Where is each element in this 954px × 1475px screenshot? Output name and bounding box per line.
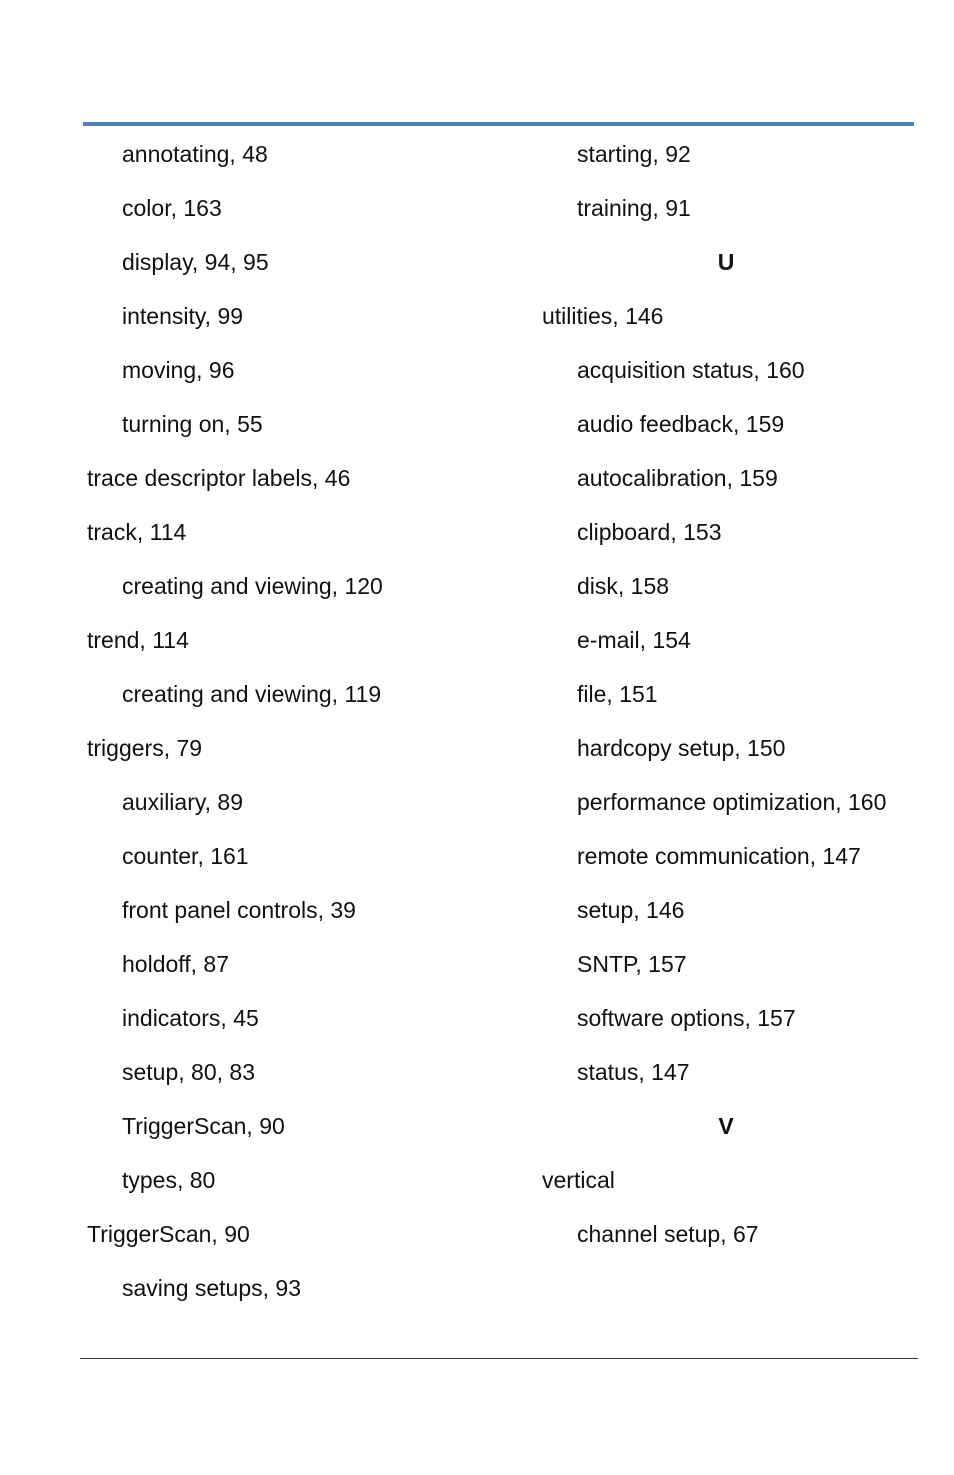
index-subentry: acquisition status, 160	[577, 357, 805, 383]
index-subentry: setup, 146	[577, 897, 685, 923]
index-subentry: performance optimization, 160	[577, 789, 887, 815]
index-subentry: types, 80	[122, 1167, 216, 1193]
index-subentry: e-mail, 154	[577, 627, 691, 653]
index-subentry: status, 147	[577, 1059, 690, 1085]
index-subentry: holdoff, 87	[122, 951, 230, 977]
index-subentry: color, 163	[122, 195, 222, 221]
index-entry: utilities, 146	[542, 303, 664, 329]
right-top-entries	[542, 138, 902, 224]
index-subentry: file, 151	[577, 681, 658, 707]
index-subentry: software options, 157	[577, 1005, 796, 1031]
index-subentry: saving setups, 93	[122, 1275, 302, 1301]
index-subentry: creating and viewing, 120	[122, 573, 383, 599]
index-subentry: training, 91	[577, 195, 691, 221]
index-subentry: autocalibration, 159	[577, 465, 778, 491]
index-subentry: setup, 80, 83	[122, 1059, 255, 1085]
index-entry: TriggerScan, 90	[87, 1221, 250, 1247]
index-entry: trend, 114	[87, 627, 189, 653]
index-subentry: hardcopy setup, 150	[577, 735, 786, 761]
index-subentry: audio feedback, 159	[577, 411, 785, 437]
footer-rule	[80, 1358, 918, 1359]
index-subentry: starting, 92	[577, 141, 691, 167]
section-letter-v: V	[718, 1113, 734, 1139]
index-subentry: SNTP, 157	[577, 951, 687, 977]
section-letter-u: U	[717, 249, 735, 275]
index-subentry: auxiliary, 89	[122, 789, 244, 815]
index-subentry: annotating, 48	[122, 141, 268, 167]
index-subentry: moving, 96	[122, 357, 235, 383]
header-rule	[83, 122, 914, 126]
index-subentry: intensity, 99	[122, 303, 244, 329]
index-subentry: clipboard, 153	[577, 519, 722, 545]
section-v-entries	[542, 1164, 902, 1250]
index-subentry: display, 94, 95	[122, 249, 269, 275]
index-subentry: indicators, 45	[122, 1005, 259, 1031]
index-subentry: turning on, 55	[122, 411, 263, 437]
index-subentry: remote communication, 147	[577, 843, 861, 869]
index-subentry: front panel controls, 39	[122, 897, 356, 923]
index-entry: vertical	[542, 1167, 615, 1193]
index-entry: track, 114	[87, 519, 187, 545]
index-subentry: disk, 158	[577, 573, 670, 599]
index-subentry: counter, 161	[122, 843, 249, 869]
index-subentry: TriggerScan, 90	[122, 1113, 285, 1139]
index-subentry: creating and viewing, 119	[122, 681, 382, 707]
section-u-entries	[542, 300, 902, 1088]
index-column-right	[542, 138, 902, 1272]
index-entry: trace descriptor labels, 46	[87, 465, 351, 491]
index-entry: triggers, 79	[87, 735, 203, 761]
index-column-left	[87, 138, 507, 1326]
index-subentry: channel setup, 67	[577, 1221, 759, 1247]
